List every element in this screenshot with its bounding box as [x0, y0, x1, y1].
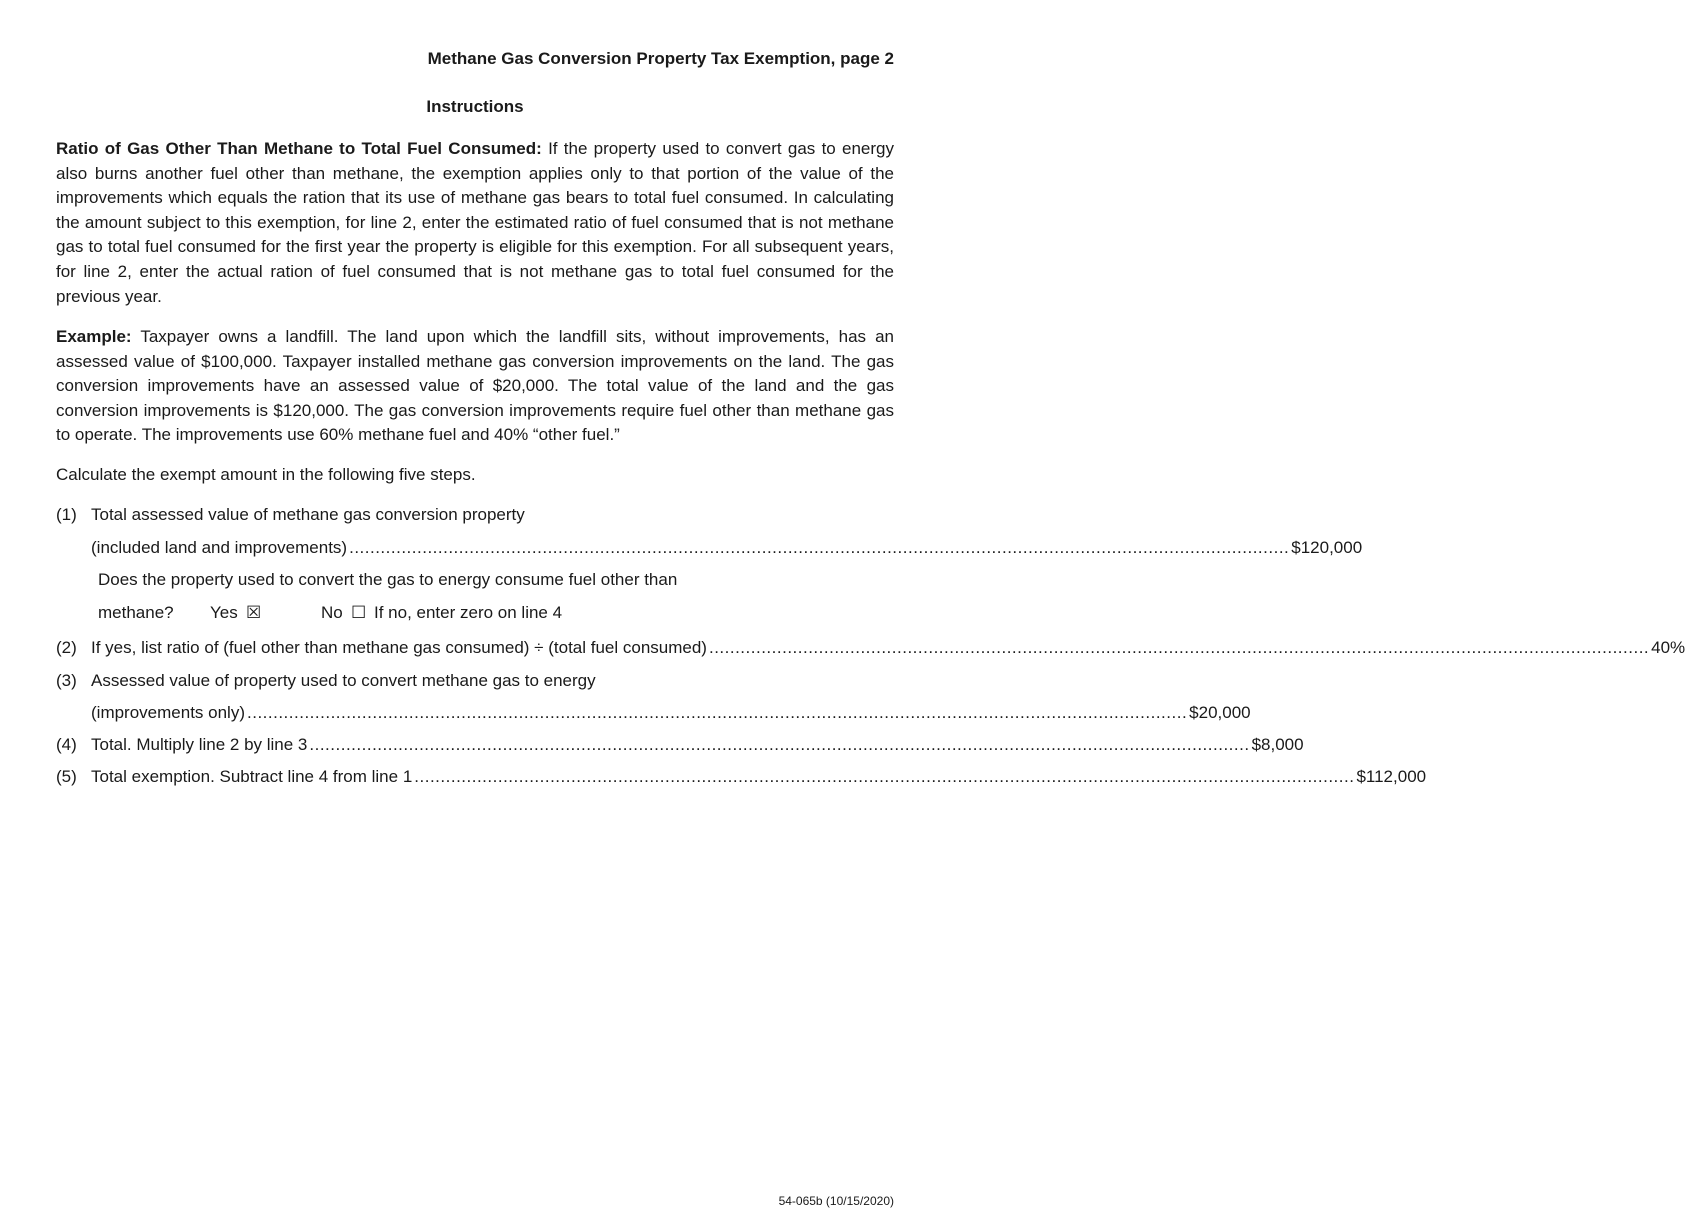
step-4-leader: [91, 733, 1304, 757]
step-5-leader: [91, 765, 1427, 789]
step-1-leader: [91, 536, 1363, 560]
example-heading: Example:: [56, 327, 132, 346]
step-5-line: [56, 765, 1427, 789]
leader-dots: ....................................................................................................................................................................................: [414, 767, 1355, 786]
step-2-leader: [91, 636, 1685, 660]
step-3-line-b: [56, 701, 1251, 725]
step-1-line-b: [56, 536, 1363, 560]
step-3-text-a: Assessed value of property used to convert methane gas to energy: [91, 671, 596, 690]
step-4-number: (4): [56, 735, 77, 754]
example-paragraph: [56, 325, 894, 448]
yes-checkbox[interactable]: ☒: [246, 603, 262, 622]
step-1-answer-row: [56, 601, 894, 625]
ratio-heading: Ratio of Gas Other Than Methane to Total Fuel Consumed:: [56, 139, 542, 158]
no-checkbox[interactable]: ☐: [351, 603, 367, 622]
calc-intro: Calculate the exempt amount in the following five steps.: [56, 465, 476, 484]
leader-dots: ....................................................................................................................................................................................: [247, 703, 1188, 722]
page-header-title: Methane Gas Conversion Property Tax Exemption, page 2: [427, 49, 894, 68]
no-label: No: [321, 603, 343, 622]
example-body: Taxpayer owns a landfill. The land upon which the landfill sits, without improvements, has an assessed value of $100,000. Taxpayer installed methane gas conversion improvements on the land. The gas conversion improvements have an assessed value of $20,000. The total value of the land and the gas conversion improvements is $120,000. The gas conversion improvements require fuel other than methane gas to operate. The improvements use 60% methane fuel and 40% “other fuel.”: [56, 327, 894, 445]
step-2-text: If yes, list ratio of (fuel other than methane gas consumed) ÷ (total fuel consumed): [91, 638, 707, 657]
step-1-text-b: (included land and improvements): [91, 538, 348, 557]
step-1-text-a: Total assessed value of methane gas conversion property: [91, 505, 525, 524]
instructions-heading: Instructions: [426, 97, 524, 116]
step-1-line-a: [56, 503, 894, 527]
leader-dots: ....................................................................................................................................................................................: [708, 638, 1650, 657]
step-3-text-b: (improvements only): [91, 703, 245, 722]
step-5-text: Total exemption. Subtract line 4 from line 1: [91, 767, 413, 786]
ratio-body: If the property used to convert gas to energy also burns another fuel other than methane, the exemption applies only to that portion of the value of the improvements which equals the ration that its use of methane gas bears to total fuel consumed. In calculating the amount subject to this exemption, for line 2, enter the estimated ratio of fuel consumed that is not methane gas to total fuel consumed for the first year the property is eligible for this exemption. For all subsequent years, for line 2, enter the actual ration of fuel consumed that is not methane gas to total fuel consumed for the previous year.: [56, 139, 894, 306]
no-note: If no, enter zero on line 4: [374, 603, 563, 622]
yes-label: Yes: [210, 603, 238, 622]
leader-dots: ....................................................................................................................................................................................: [349, 538, 1290, 557]
step-1-question: [56, 568, 894, 592]
step-4-line: [56, 733, 1304, 757]
step-3-line-a: [56, 669, 894, 693]
step-3-number: (3): [56, 671, 77, 690]
step-2-line: [56, 636, 1685, 660]
step-4-text: Total. Multiply line 2 by line 3: [91, 735, 308, 754]
step-1-question-text-b: methane?: [98, 603, 174, 622]
leader-dots: ....................................................................................................................................................................................: [309, 735, 1250, 754]
step-1-number: (1): [56, 505, 77, 524]
step-3-value: $20,000: [1189, 703, 1251, 722]
step-3-leader: [91, 701, 1251, 725]
step-1-value: $120,000: [1291, 538, 1363, 557]
ratio-paragraph: [56, 137, 894, 309]
step-1-question-text: Does the property used to convert the gas to energy consume fuel other than: [98, 570, 678, 589]
step-5-value: $112,000: [1356, 767, 1427, 786]
step-4-value: $8,000: [1251, 735, 1304, 754]
step-2-number: (2): [56, 638, 77, 657]
step-5-number: (5): [56, 767, 77, 786]
form-id: 54-065b (10/15/2020): [778, 1194, 894, 1208]
step-2-value: 40%: [1651, 638, 1685, 657]
